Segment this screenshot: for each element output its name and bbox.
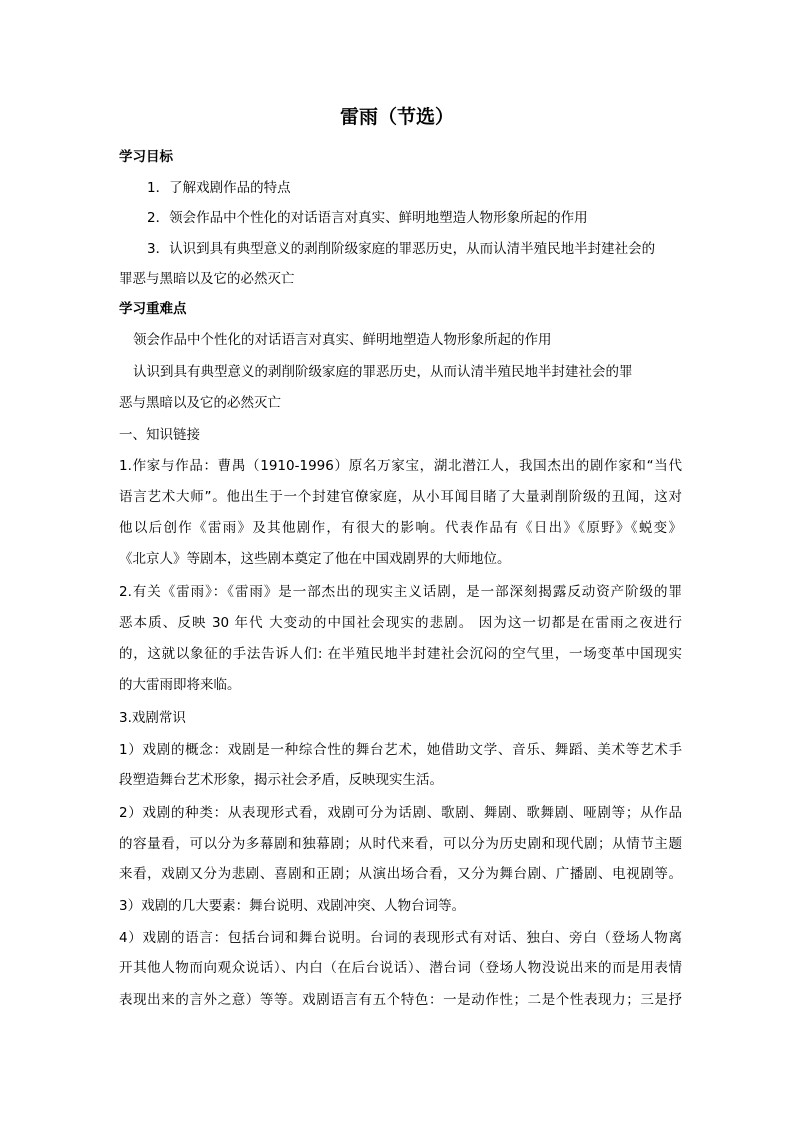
body-line: 1）戏剧的概念：戏剧是一种综合性的舞台艺术，她借助文学、音乐、舞蹈、美术等艺术手 [119, 742, 682, 758]
section-heading: 一、知识链接 [119, 427, 200, 443]
body-line: 表现出来的言外之意）等等。戏剧语言有五个特色：一是动作性；二是个性表现力；三是抒 [119, 992, 682, 1008]
goal-item: 2．领会作品中个性化的对话语言对真实、鲜明地塑造人物形象所起的作用 [147, 210, 588, 226]
body-line: 开其他人物而向观众说话）、内白（在后台说话）、潜台词（登场人物没说出来的而是用表情 [119, 960, 682, 976]
goal-item: 3．认识到具有典型意义的剥削阶级家庭的罪恶历史，从而认清半殖民地半封建社会的 [147, 241, 656, 257]
goal-item: 罪恶与黑暗以及它的必然灭亡 [119, 271, 295, 287]
body-line: 的，这就以象征的手法告诉人们: 在半殖民地半封建社会沉闷的空气里，一场变革中国现实 [119, 646, 682, 662]
body-line: 恶本质、反映 30 年代 大变动的中国社会现实的悲剧。 因为这一切都是在雷雨之夜进行 [119, 615, 682, 631]
goal-item: 1．了解戏剧作品的特点 [147, 180, 291, 196]
body-line: 的容量看，可以分为多幕剧和独幕剧；从时代来看，可以分为历史剧和现代剧；从情节主题 [119, 836, 682, 852]
body-line: 2.有关《雷雨》：《雷雨》是一部杰出的现实主义话剧，是一部深刻揭露反动资产阶级的罪 [119, 584, 682, 600]
body-line: 3）戏剧的几大要素：舞台说明、戏剧冲突、人物台词等。 [119, 898, 466, 914]
key-point: 恶与黑暗以及它的必然灭亡 [119, 395, 281, 411]
body-line: 2）戏剧的种类：从表现形式看，戏剧可分为话剧、歌剧、舞剧、歌舞剧、哑剧等；从作品 [119, 805, 682, 821]
key-point: 认识到具有典型意义的剥削阶级家庭的罪恶历史，从而认清半殖民地半封建社会的罪 [133, 364, 633, 380]
doc-title: 雷雨（节选） [339, 106, 454, 128]
body-line: 4）戏剧的语言：包括台词和舞台说明。台词的表现形式有对话、独白、旁白（登场人物离 [119, 930, 682, 946]
body-line: 来看，戏剧又分为悲剧、喜剧和正剧；从演出场合看，又分为舞台剧、广播剧、电视剧等。 [119, 866, 682, 882]
body-line: 段塑造舞台艺术形象，揭示社会矛盾，反映现实生活。 [119, 772, 443, 788]
body-line: 《北京人》等剧本，这些剧本奠定了他在中国戏剧界的大师地位。 [119, 551, 511, 567]
body-line: 的大雷雨即将来临。 [119, 677, 241, 693]
body-line: 3.戏剧常识 [119, 710, 186, 726]
key-heading: 学习重难点 [119, 301, 187, 317]
key-point: 领会作品中个性化的对话语言对真实、鲜明地塑造人物形象所起的作用 [133, 332, 552, 348]
goals-heading: 学习目标 [119, 149, 173, 165]
body-line: 语言艺术大师”。他出生于一个封建官僚家庭，从小耳闻目睹了大量剥削阶级的丑闻，这对 [119, 489, 682, 505]
body-line: 1.作家与作品：曹禺（1910-1996）原名万家宝，湖北潜江人，我国杰出的剧作家和“当代 [119, 458, 682, 474]
body-line: 他以后创作《雷雨》及其他剧作，有很大的影响。代表作品有《日出》《原野》《蜕变》 [119, 520, 682, 536]
